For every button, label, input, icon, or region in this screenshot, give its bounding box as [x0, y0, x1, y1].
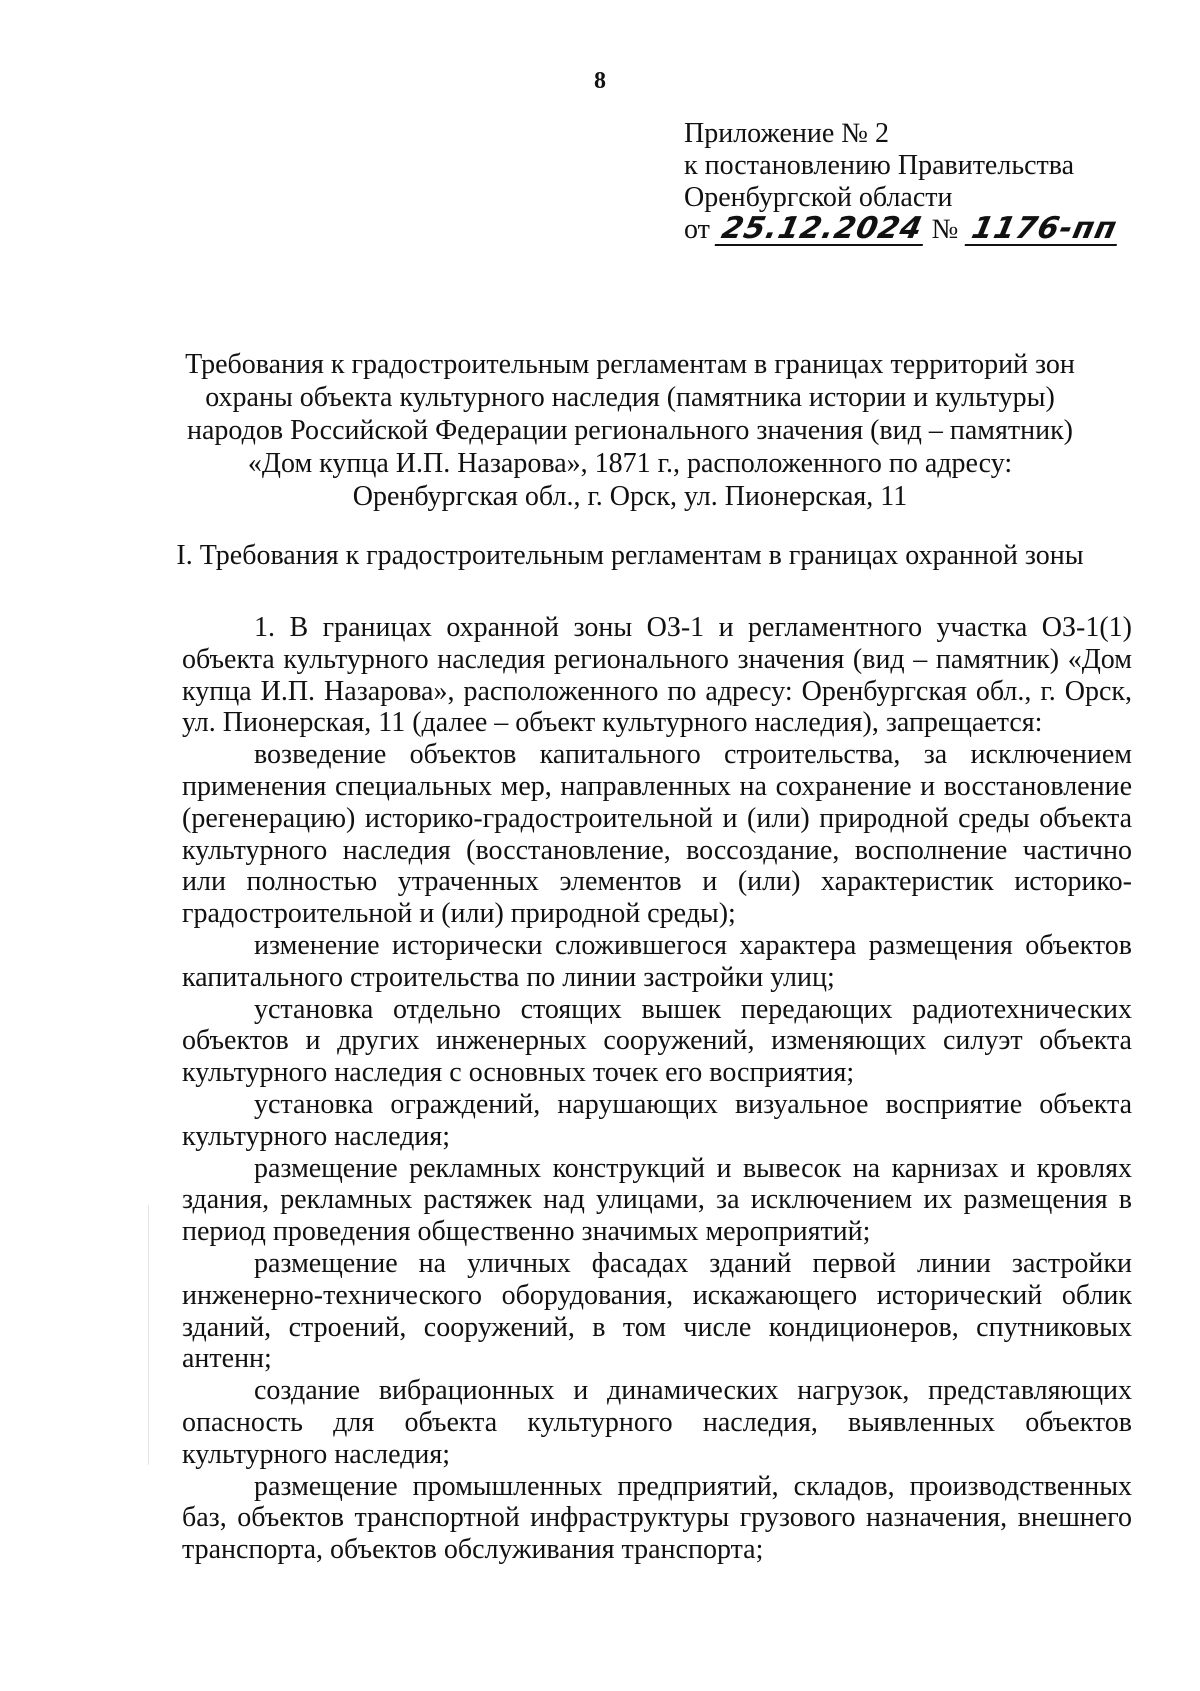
- appendix-line-2: к постановлению Правительства: [684, 150, 1075, 181]
- handwritten-number: 1176-пп: [965, 214, 1124, 246]
- appendix-date-number-line: [684, 211, 1121, 246]
- title-line-4: «Дом купца И.П. Назарова», 1871 г., расположенного по адресу:: [247, 448, 1013, 479]
- paragraph: создание вибрационных и динамических нагрузок, представляющих опасность для объекта культурного наследия, выявленных объектов культурного наследия;: [182, 1375, 1132, 1470]
- title-line-2: охраны объекта культурного наследия (памятника истории и культуры): [205, 382, 1055, 413]
- appendix-line-1: Приложение № 2: [684, 118, 889, 149]
- paragraph: установка ограждений, нарушающих визуальное восприятие объекта культурного наследия;: [182, 1088, 1132, 1152]
- scan-margin-mark: [148, 1205, 149, 1465]
- paragraph: размещение рекламных конструкций и вывесок на карнизах и кровлях здания, рекламных растяжек над улицами, за исключением их размещения в период проведения общественно значимых мероприятий;: [182, 1152, 1132, 1248]
- paragraph: размещение на уличных фасадах зданий первой линии застройки инженерно-технического оборудования, искажающего исторический облик зданий, строений, сооружений, в том числе кондиционеров, спутниковых антенн;: [182, 1247, 1132, 1375]
- paragraph: установка отдельно стоящих вышек передающих радиотехнических объектов и других инженерных сооружений, изменяющих силуэт объекта культурного наследия с основных точек его восприятия;: [182, 993, 1132, 1089]
- title-line-1: Требования к градостроительным регламентам в границах территорий зон: [185, 349, 1075, 380]
- body-text: [182, 612, 1132, 1566]
- title-line-3: народов Российской Федерации регионального значения (вид – памятник): [187, 415, 1073, 446]
- paragraph: возведение объектов капитального строительства, за исключением применения специальных мер, направленных на сохранение и восстановление (регенерацию) историко-градостроительной и (или) природной среды объекта культурного наследия (восстановление, воссоздание, восполнение частично или полностью утраченных элементов и (или) характеристик историко-градостроительной и (или) природной среды);: [182, 739, 1132, 930]
- title-line-5: Оренбургская обл., г. Орск, ул. Пионерская, 11: [352, 481, 908, 512]
- section-title: I. Требования к градостроительным регламентам в границах охранной зоны: [176, 540, 1084, 571]
- appendix-number-sign: №: [931, 214, 959, 245]
- paragraph: размещение промышленных предприятий, складов, производственных баз, объектов транспортной инфраструктуры грузового назначения, внешнего транспорта, объектов обслуживания транспорта;: [182, 1470, 1132, 1566]
- appendix-block: [684, 118, 1121, 246]
- handwritten-date: 25.12.2024: [714, 214, 929, 246]
- document-title: [140, 348, 1120, 513]
- page-number: 8: [594, 68, 606, 94]
- paragraph: изменение исторически сложившегося характера размещения объектов капитального строительства по линии застройки улиц;: [182, 929, 1132, 993]
- paragraph: 1. В границах охранной зоны ОЗ-1 и регламентного участка ОЗ-1(1) объекта культурного наследия регионального значения (вид – памятник) «Дом купца И.П. Назарова», расположенного по адресу: Оренбургская обл., г. Орск, ул. Пионерская, 11 (далее – объект культурного наследия), запрещается:: [182, 612, 1132, 739]
- appendix-from-label: от: [684, 214, 710, 245]
- appendix-line-3: Оренбургской области: [684, 182, 953, 213]
